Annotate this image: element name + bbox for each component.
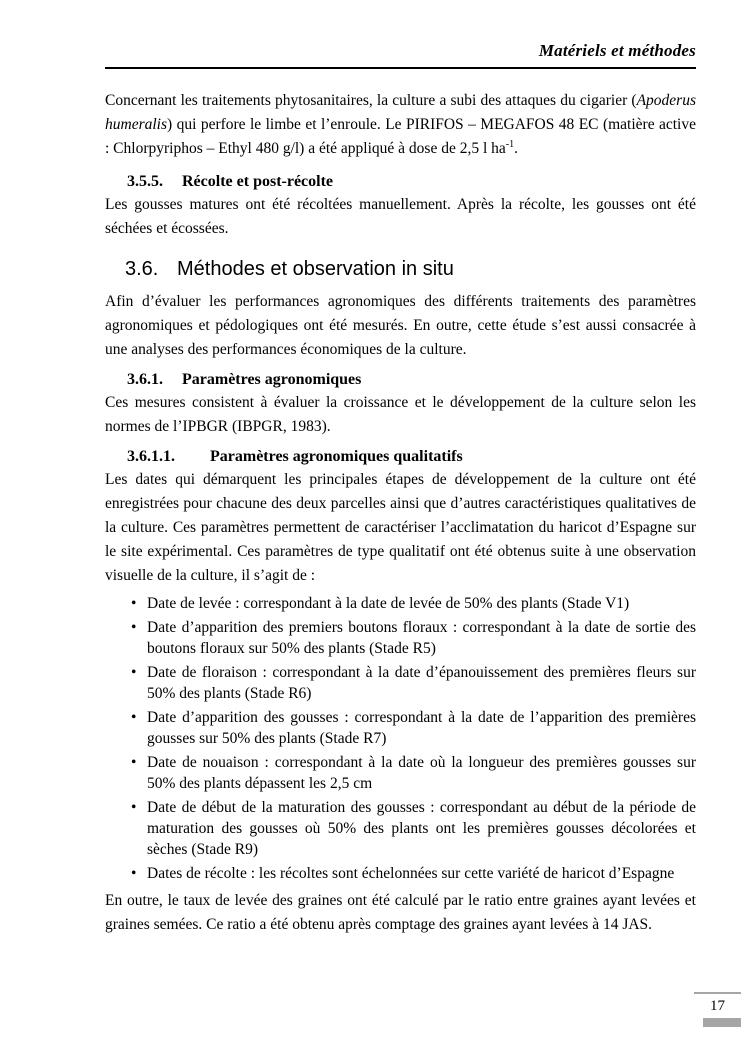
list-item: • Date de nouaison : correspondant à la date où la longueur des premières gousses sur 50% des plants dépassent les 2,5 cm bbox=[105, 752, 696, 794]
page-number: 17 bbox=[710, 998, 725, 1014]
heading-number: 3.6.1.1. bbox=[127, 448, 175, 465]
exponent-superscript: -1 bbox=[505, 138, 515, 150]
list-item: • Date de début de la maturation des gousses : correspondant au début de la période de maturation des gousses où 50% des plants ont les premières gousses décolorées et sèches (Stade R9) bbox=[105, 797, 696, 860]
paragraph-recolte: Les gousses matures ont été récoltées manuellement. Après la récolte, les gousses ont été séchées et écossées. bbox=[105, 196, 696, 237]
qualitative-parameters-list bbox=[105, 593, 696, 884]
paragraph-parametres: Ces mesures consistent à évaluer la croissance et le développement de la culture selon les normes de l’IPBGR (IBPGR, 1983). bbox=[105, 394, 696, 435]
heading-number: 3.6.1. bbox=[127, 371, 163, 388]
paragraph-qualitatifs: Les dates qui démarquent les principales étapes de développement de la culture ont été enregistrées pour chacune des deux parcelles ainsi que d’autres caractéristiques qualitatives de la culture. Ces paramètres permettent de caractériser l’acclimatation du haricot d’Espagne sur le site expérimental. Ces paramètres de type qualitatif ont été obtenus suite à une observation visuelle de la culture, il s’agit de : bbox=[105, 471, 696, 584]
closing-paragraph: En outre, le taux de levée des graines ont été calculé par le ratio entre graines ayant levées et graines semées. Ce ratio a été obtenu après comptage des graines ayant levées à 14 JAS. bbox=[105, 892, 696, 933]
footer-accent-bar bbox=[703, 1018, 741, 1027]
intro-text-1: Concernant les traitements phytosanitaires, la culture a subi des attaques du cigarier ( bbox=[105, 92, 637, 109]
heading-3-6 bbox=[105, 256, 696, 283]
heading-title: Méthodes et observation in situ bbox=[177, 258, 454, 280]
species-name-italic: Apoderus humeralis bbox=[105, 92, 696, 133]
heading-3-5-5 bbox=[105, 171, 696, 193]
list-item: • Date d’apparition des premiers boutons floraux : correspondant à la date de sortie des boutons floraux sur 50% des plants (Stade R5) bbox=[105, 617, 696, 659]
running-header-title: Matériels et méthodes bbox=[105, 40, 696, 69]
list-item: • Date d’apparition des gousses : correspondant à la date de l’apparition des premières gousses sur 50% des plants (Stade R7) bbox=[105, 707, 696, 749]
heading-title: Paramètres agronomiques qualitatifs bbox=[210, 448, 463, 465]
list-item: • Date de levée : correspondant à la date de levée de 50% des plants (Stade V1) bbox=[105, 593, 696, 614]
heading-number: 3.6. bbox=[125, 258, 159, 280]
list-item: • Date de floraison : correspondant à la date d’épanouissement des premières fleurs sur 50% des plants (Stade R6) bbox=[105, 662, 696, 704]
heading-number: 3.5.5. bbox=[127, 173, 163, 190]
heading-3-6-1-1 bbox=[105, 446, 696, 468]
intro-text-2: ) qui perfore le limbe et l’enroule. Le PIRIFOS – MEGAFOS 48 EC (matière active : Chlorpyriphos – Ethyl 480 g/l) a été appliqué à dose de 2,5 l ha bbox=[105, 116, 696, 157]
intro-text-3: . bbox=[514, 140, 518, 157]
heading-title: Paramètres agronomiques bbox=[182, 371, 362, 388]
intro-paragraph bbox=[105, 89, 696, 161]
page-footer bbox=[694, 992, 741, 1027]
heading-title: Récolte et post-récolte bbox=[182, 173, 334, 190]
list-item: • Dates de récolte : les récoltes sont échelonnées sur cette variété de haricot d’Espagne bbox=[105, 863, 696, 884]
paragraph-methodes: Afin d’évaluer les performances agronomiques des différents traitements des paramètres agronomiques et pédologiques ont été mesurés. En outre, cette étude s’est aussi consacrée à une analyses des performances économiques de la culture. bbox=[105, 293, 696, 358]
heading-3-6-1 bbox=[105, 369, 696, 391]
